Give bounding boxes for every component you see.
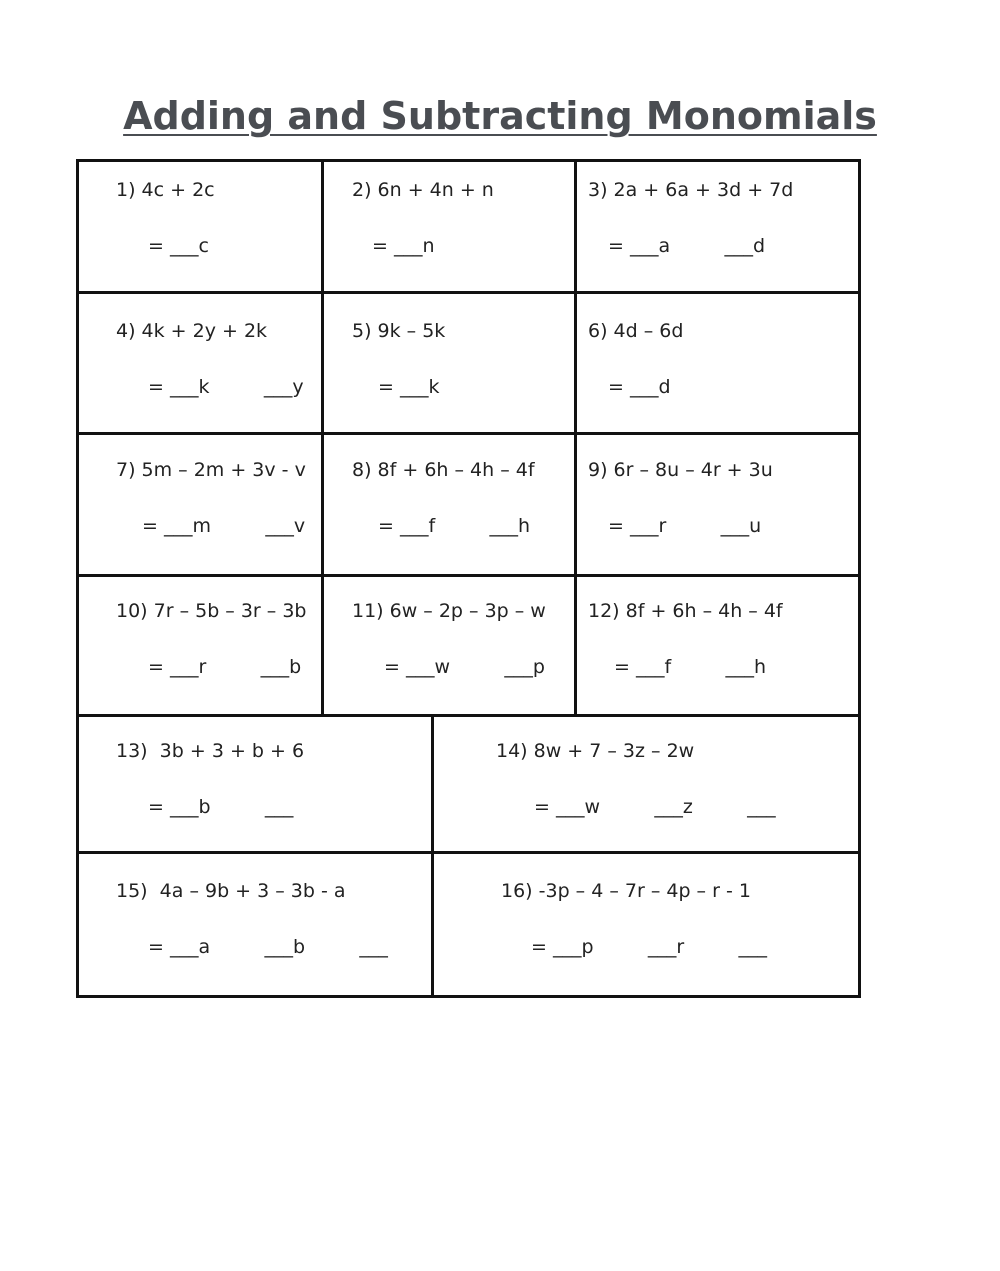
answer-blanks[interactable]: = ___k	[378, 376, 440, 398]
problem-cell-5	[352, 320, 446, 408]
problem-expression: 9) 6r – 8u – 4r + 3u	[588, 459, 773, 481]
page-title: Adding and Subtracting Monomials	[123, 94, 877, 138]
problem-grid	[76, 159, 861, 998]
problem-cell-11	[352, 600, 546, 688]
answer-blanks[interactable]: = ___m ___v	[142, 515, 306, 537]
row-divider	[79, 574, 858, 577]
problem-cell-10	[116, 600, 307, 688]
problem-expression: 6) 4d – 6d	[588, 320, 684, 342]
answer-blanks[interactable]: = ___n	[372, 235, 435, 257]
row-divider	[79, 851, 858, 854]
problem-cell-16	[501, 880, 768, 968]
problem-expression: 1) 4c + 2c	[116, 179, 215, 201]
answer-blanks[interactable]: = ___a ___b ___	[148, 936, 388, 958]
problem-expression: 16) -3p – 4 – 7r – 4p – r - 1	[501, 880, 751, 902]
problem-cell-2	[352, 179, 494, 267]
problem-expression: 12) 8f + 6h – 4h – 4f	[588, 600, 783, 622]
problem-cell-12	[588, 600, 783, 688]
problem-cell-15	[116, 880, 388, 968]
problem-cell-14	[496, 740, 776, 828]
problem-cell-8	[352, 459, 535, 547]
problem-expression: 11) 6w – 2p – 3p – w	[352, 600, 546, 622]
answer-blanks[interactable]: = ___b ___	[148, 796, 294, 818]
problem-cell-1	[116, 179, 215, 267]
row-divider	[79, 432, 858, 435]
problem-cell-13	[116, 740, 305, 828]
problem-expression: 13) 3b + 3 + b + 6	[116, 740, 305, 762]
answer-blanks[interactable]: = ___a ___d	[608, 235, 766, 257]
answer-blanks[interactable]: = ___d	[608, 376, 671, 398]
problem-cell-3	[588, 179, 794, 267]
column-divider	[431, 715, 434, 995]
problem-cell-9	[588, 459, 773, 547]
row-divider	[79, 291, 858, 294]
answer-blanks[interactable]: = ___w ___z ___	[534, 796, 776, 818]
problem-expression: 7) 5m – 2m + 3v - v	[116, 459, 306, 481]
problem-expression: 2) 6n + 4n + n	[352, 179, 494, 201]
column-divider	[321, 162, 324, 715]
column-divider	[574, 162, 577, 715]
problem-expression: 4) 4k + 2y + 2k	[116, 320, 268, 342]
problem-expression: 5) 9k – 5k	[352, 320, 446, 342]
problem-cell-6	[588, 320, 684, 408]
problem-cell-4	[116, 320, 304, 408]
problem-expression: 14) 8w + 7 – 3z – 2w	[496, 740, 695, 762]
problem-expression: 10) 7r – 5b – 3r – 3b	[116, 600, 307, 622]
answer-blanks[interactable]: = ___k ___y	[148, 376, 304, 398]
answer-blanks[interactable]: = ___r ___b	[148, 656, 302, 678]
problem-expression: 8) 8f + 6h – 4h – 4f	[352, 459, 535, 481]
answer-blanks[interactable]: = ___w ___p	[384, 656, 545, 678]
problem-expression: 3) 2a + 6a + 3d + 7d	[588, 179, 794, 201]
problem-cell-7	[116, 459, 306, 547]
problem-expression: 15) 4a – 9b + 3 – 3b - a	[116, 880, 346, 902]
row-divider	[79, 714, 858, 717]
answer-blanks[interactable]: = ___f ___h	[378, 515, 531, 537]
answer-blanks[interactable]: = ___r ___u	[608, 515, 762, 537]
answer-blanks[interactable]: = ___f ___h	[614, 656, 767, 678]
answer-blanks[interactable]: = ___p ___r ___	[531, 936, 768, 958]
answer-blanks[interactable]: = ___c	[148, 235, 209, 257]
